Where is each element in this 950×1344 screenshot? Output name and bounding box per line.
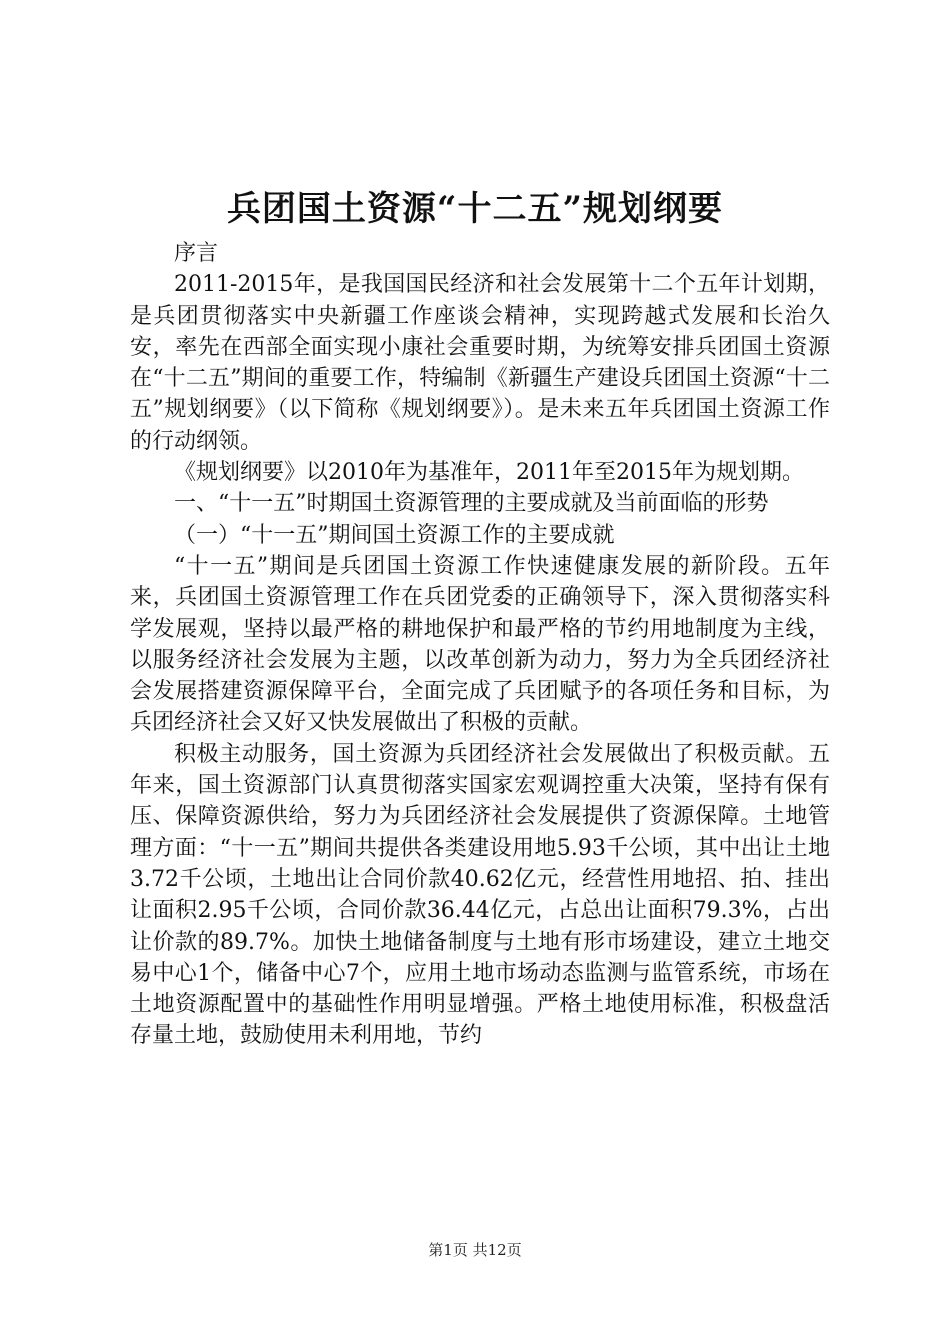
paragraph-preface-intro: 2011-2015年，是我国国民经济和社会发展第十二个五年计划期，是兵团贯彻落实中央新疆工作座谈会精神，实现跨越式发展和长治久安，率先在西部全面实现小康社会重要时期，为统筹安排兵团国土资源在“十二五”期间的重要工作，特编制《新疆生产建设兵团国土资源“十二五”规划纲要》（以下简称《规划纲要》）。是未来五年兵团国土资源工作的行动纲领。: [130, 272, 830, 454]
page-footer: 第1页 共12页: [428, 1241, 522, 1259]
subsection-heading-1-1: （一）“十一五”期间国土资源工作的主要成就: [174, 522, 615, 548]
paragraph-plan-period: 《规划纲要》以2010年为基准年，2011年至2015年为规划期。: [174, 460, 804, 486]
paragraph-land-management: 积极主动服务，国土资源为兵团经济社会发展做出了积极贡献。五年来，国土资源部门认真贯彻落实国家宏观调控重大决策，坚持有保有压、保障资源供给，努力为兵团经济社会发展提供了资源保障。土地管理方面：“十一五”期间共提供各类建设用地5.93千公顷，其中出让土地3.72千公顷，土地出让合同价款40.62亿元，经营性用地招、拍、挂出让面积2.95千公顷，合同价款36.44亿元，占总出让面积79.3%，占出让价款的89.7%。加快土地储备制度与土地有形市场建设，建立土地交易中心1个，储备中心7个，应用土地市场动态监测与监管系统，市场在土地资源配置中的基础性作用明显增强。严格土地使用标准，积极盘活存量土地，鼓励使用未利用地，节约: [130, 741, 830, 1049]
paragraph-preface-heading: 序言: [174, 241, 219, 266]
paragraph-achievements: “十一五”期间是兵团国土资源工作快速健康发展的新阶段。五年来，兵团国土资源管理工作在兵团党委的正确领导下，深入贯彻落实科学发展观，坚持以最严格的耕地保护和最严格的节约用地制度为主线，以服务经济社会发展为主题，以改革创新为动力，努力为全兵团经济社会发展搭建资源保障平台，全面完成了兵团赋予的各项任务和目标，为兵团经济社会又好又快发展做出了积极的贡献。: [130, 553, 830, 736]
document-title: 兵团国土资源“十二五”规划纲要: [226, 189, 724, 229]
document-body: [130, 238, 830, 1052]
section-heading-1: 一、“十一五”时期国土资源管理的主要成就及当前面临的形势: [174, 491, 769, 517]
